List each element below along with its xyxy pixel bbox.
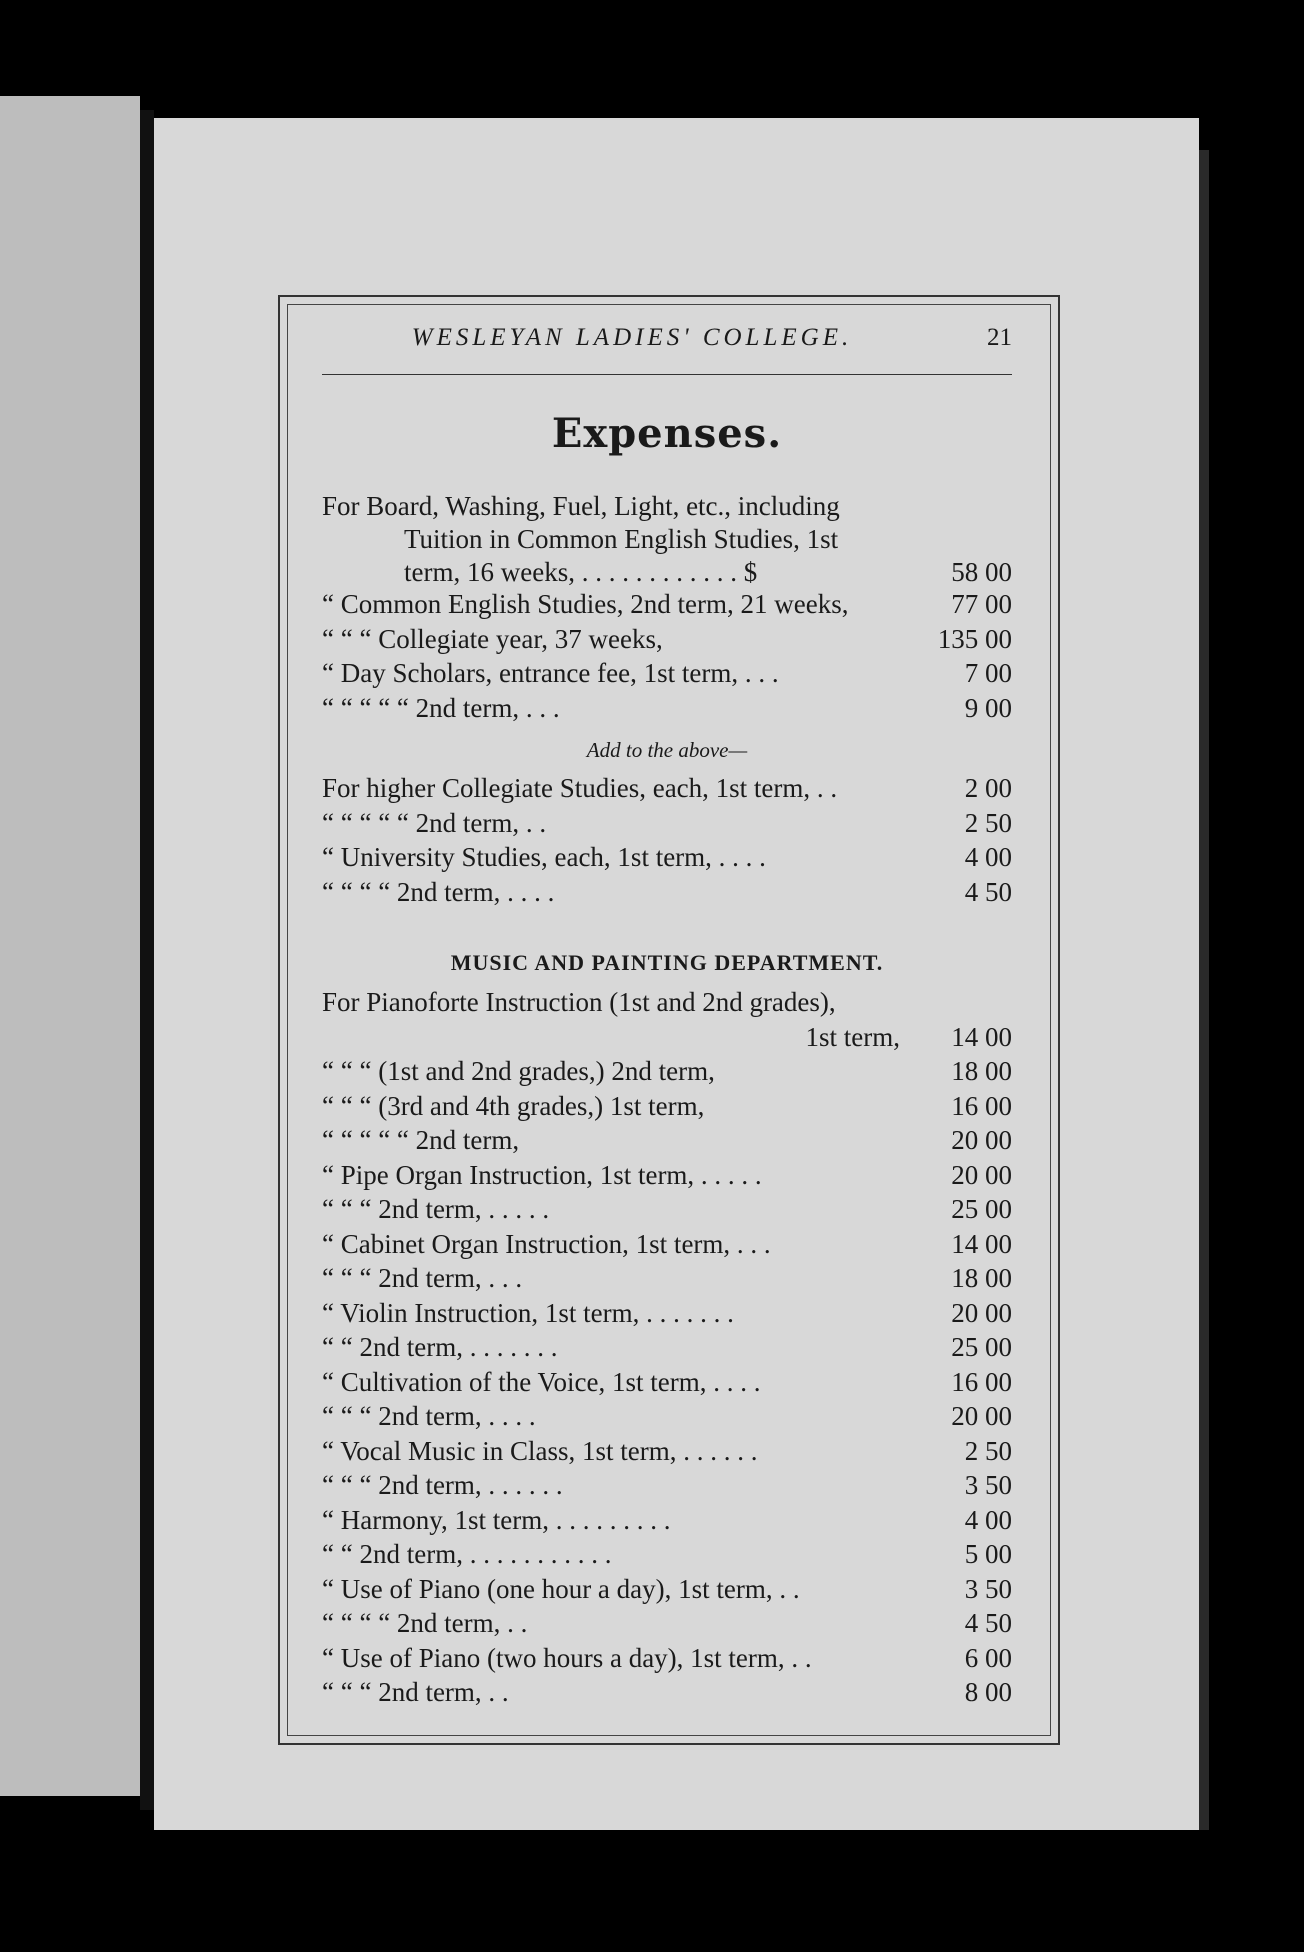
fee-description: For higher Collegiate Studies, each, 1st term, . . [322, 773, 838, 803]
fee-amount: 18 00 [951, 1263, 1012, 1293]
fee-row [322, 693, 1012, 728]
fee-row [322, 1056, 1012, 1091]
section-title: Expenses. [551, 410, 783, 457]
fee-description: “ Vocal Music in Class, 1st term, . . . . . . [322, 1435, 758, 1466]
intro-line-3: term, 16 weeks, . . . . . . . . . . . . $ [404, 557, 758, 587]
intro-line-3-row [322, 556, 1012, 589]
fee-amount: 25 00 [951, 1194, 1012, 1224]
fee-description: “ “ “ “ 2nd term, . . . . [322, 876, 555, 907]
fee-amount: 4 00 [964, 842, 1012, 872]
running-title: WESLEYAN LADIES' COLLEGE. [411, 324, 853, 351]
fee-row [322, 1229, 1012, 1264]
fee-description: “ Cultivation of the Voice, 1st term, . . . . [322, 1366, 761, 1397]
fee-row [322, 877, 1012, 912]
intro-line-1: For Board, Washing, Fuel, Light, etc., including [322, 491, 840, 521]
additional-fee-rows [322, 773, 1012, 911]
fee-description: “ Cabinet Organ Instruction, 1st term, . . . [322, 1228, 771, 1259]
fee-row [322, 1091, 1012, 1126]
fee-amount: 4 00 [964, 1504, 1012, 1535]
fee-amount: 25 00 [951, 1332, 1012, 1362]
fee-amount: 135 00 [937, 623, 1012, 654]
expenses-list [322, 490, 1012, 1712]
fee-row [322, 1332, 1012, 1367]
fee-description: “ “ “ 2nd term, . . . . . . [322, 1470, 563, 1500]
fee-amount: 16 00 [951, 1366, 1012, 1397]
fee-description: “ Use of Piano (two hours a day), 1st term, . . [322, 1642, 812, 1673]
fee-amount: 77 00 [951, 589, 1012, 619]
fee-amount: 16 00 [951, 1090, 1012, 1121]
fee-amount: 3 50 [964, 1573, 1012, 1604]
fee-row [322, 1298, 1012, 1333]
fee-amount: 2 50 [964, 807, 1012, 838]
add-to-above-heading: Add to the above— [586, 738, 748, 762]
fee-description: “ Violin Instruction, 1st term, . . . . . . . [322, 1297, 734, 1328]
fee-description: “ “ “ “ “ 2nd term, . . [322, 807, 547, 838]
music-intro: For Pianoforte Instruction (1st and 2nd grades), [322, 987, 836, 1017]
fee-row [322, 1470, 1012, 1505]
fee-row [322, 1194, 1012, 1229]
fee-row [322, 1367, 1012, 1402]
music-department-heading: MUSIC AND PAINTING DEPARTMENT. [450, 950, 884, 975]
fee-row [322, 773, 1012, 808]
fee-description: “ “ “ 2nd term, . . . . . [322, 1194, 550, 1224]
expense-rows [322, 589, 1012, 727]
fee-row [322, 1022, 1012, 1057]
music-fee-rows [322, 1022, 1012, 1712]
fee-description: 1st term, [805, 1021, 900, 1052]
fee-row [322, 1677, 1012, 1712]
fee-description: “ Day Scholars, entrance fee, 1st term, . . . [322, 658, 779, 688]
fee-description: “ Harmony, 1st term, . . . . . . . . . [322, 1504, 671, 1535]
fee-amount: 20 00 [951, 1401, 1012, 1431]
fee-description: “ “ “ (1st and 2nd grades,) 2nd term, [322, 1056, 715, 1086]
fee-row [322, 1608, 1012, 1643]
fee-amount: 8 00 [964, 1677, 1012, 1707]
fee-row [322, 1539, 1012, 1574]
fee-description: “ “ “ “ “ 2nd term, . . . [322, 692, 560, 723]
fee-row [322, 624, 1012, 659]
fee-row [322, 808, 1012, 843]
fee-amount: 14 00 [951, 1228, 1012, 1259]
fee-description: “ “ “ Collegiate year, 37 weeks, [322, 623, 663, 654]
fee-amount: 4 50 [964, 876, 1012, 907]
fee-description: “ “ “ “ “ 2nd term, [322, 1125, 520, 1155]
fee-row [322, 1436, 1012, 1471]
fee-amount: 5 00 [964, 1539, 1012, 1569]
fee-description: “ “ “ 2nd term, . . [322, 1677, 509, 1707]
fee-row [322, 1505, 1012, 1540]
fee-description: “ Common English Studies, 2nd term, 21 weeks, [322, 589, 849, 619]
section-gap [322, 911, 1012, 939]
fee-description: “ “ “ 2nd term, . . . . [322, 1401, 536, 1431]
fee-amount: 20 00 [951, 1125, 1012, 1155]
fee-row [322, 658, 1012, 693]
fee-amount: 7 00 [964, 658, 1012, 688]
fee-row [322, 1263, 1012, 1298]
fee-amount: 6 00 [964, 1642, 1012, 1673]
fee-description: “ “ “ “ 2nd term, . . [322, 1608, 528, 1638]
fee-amount: 2 00 [964, 773, 1012, 803]
page-right-edge [1199, 150, 1209, 1830]
fee-row [322, 1125, 1012, 1160]
fee-row [322, 1574, 1012, 1609]
fee-description: “ Use of Piano (one hour a day), 1st term, . . [322, 1573, 800, 1604]
fee-amount: 18 00 [951, 1056, 1012, 1086]
page-header [322, 324, 1012, 364]
fee-description: “ University Studies, each, 1st term, . . . . [322, 842, 766, 872]
intro-amount: 58 00 [951, 557, 1012, 587]
fee-description: “ Pipe Organ Instruction, 1st term, . . . . . [322, 1159, 762, 1190]
fee-description: “ “ “ 2nd term, . . . [322, 1263, 523, 1293]
intro-line-2: Tuition in Common English Studies, 1st [404, 524, 839, 554]
fee-description: “ “ 2nd term, . . . . . . . [322, 1332, 558, 1362]
fee-amount: 9 00 [964, 692, 1012, 723]
fee-amount: 14 00 [951, 1021, 1012, 1052]
fee-row [322, 842, 1012, 877]
fee-amount: 3 50 [964, 1470, 1012, 1500]
music-intro-row [322, 987, 1012, 1022]
fee-amount: 20 00 [951, 1159, 1012, 1190]
fee-row [322, 589, 1012, 624]
fee-row [322, 1160, 1012, 1195]
fee-row [322, 1401, 1012, 1436]
fee-description: “ “ 2nd term, . . . . . . . . . . . [322, 1539, 612, 1569]
page-number: 21 [987, 324, 1012, 351]
fee-amount: 20 00 [951, 1297, 1012, 1328]
book-binding [140, 110, 154, 1810]
facing-page-edge [0, 96, 140, 1796]
header-rule [322, 374, 1012, 375]
fee-amount: 4 50 [964, 1608, 1012, 1638]
fee-amount: 2 50 [964, 1435, 1012, 1466]
intro-paragraph [322, 490, 1012, 589]
fee-description: “ “ “ (3rd and 4th grades,) 1st term, [322, 1090, 705, 1121]
fee-row [322, 1643, 1012, 1678]
